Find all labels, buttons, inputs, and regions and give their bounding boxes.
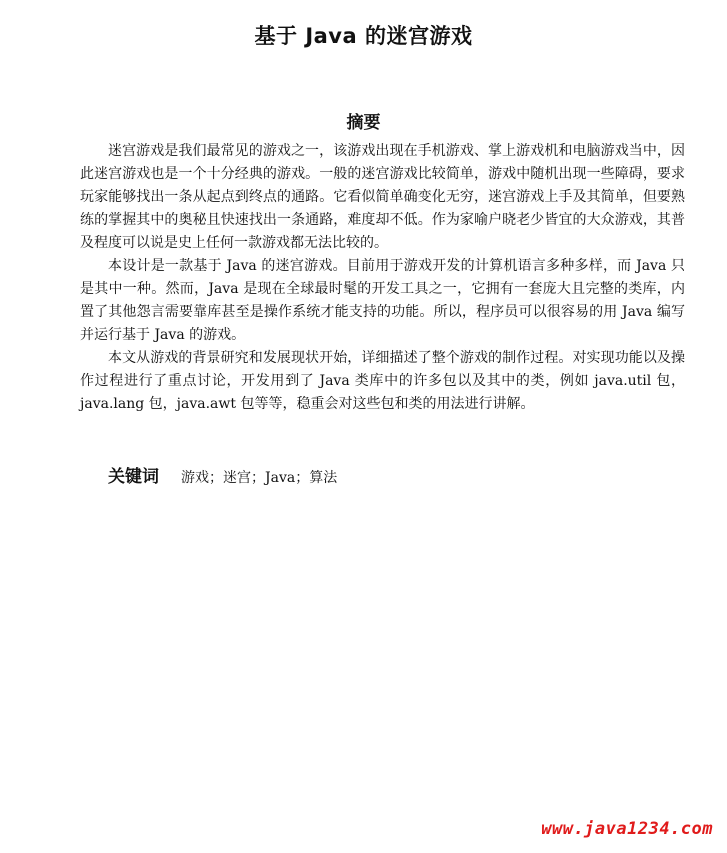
site-watermark: www.java1234.com [541, 819, 713, 839]
keywords-label: 关键词 [108, 467, 159, 487]
keywords-list: 游戏；迷宫；Java；算法 [181, 470, 338, 486]
keywords-section [108, 462, 337, 487]
abstract-body [80, 140, 685, 416]
abstract-paragraph: 本设计是一款基于 Java 的迷宫游戏。目前用于游戏开发的计算机语言多种多样，而 Java 只是其中一种。然而，Java 是现在全球最时髦的开发工具之一，它拥有一套庞大且完整的类库，内置了其他怨言需要靠库甚至是操作系统才能支持的功能。所以，程序员可以很容易的用 Java 编写并运行基于 Java 的游戏。 [80, 258, 685, 343]
abstract-heading: 摘要 [346, 113, 381, 133]
paper-title: 基于 Java 的迷宫游戏 [254, 24, 473, 48]
abstract-paragraph: 迷宫游戏是我们最常见的游戏之一，该游戏出现在手机游戏、掌上游戏机和电脑游戏当中，因此迷宫游戏也是一个十分经典的游戏。一般的迷宫游戏比较简单，游戏中随机出现一些障碍，要求玩家能够找出一条从起点到终点的通路。它看似简单确变化无穷，迷宫游戏上手及其简单，但要熟练的掌握其中的奥秘且快速找出一条通路，难度却不低。作为家喻户晓老少皆宜的大众游戏，其普及程度可以说是史上任何一款游戏都无法比较的。 [80, 143, 685, 251]
abstract-paragraph: 本文从游戏的背景研究和发展现状开始，详细描述了整个游戏的制作过程。对实现功能以及操作过程进行了重点讨论，开发用到了 Java 类库中的许多包以及其中的类，例如 java.util 包，java.lang 包，java.awt 包等等，稳重会对这些包和类的用法进行讲解。 [80, 350, 685, 412]
